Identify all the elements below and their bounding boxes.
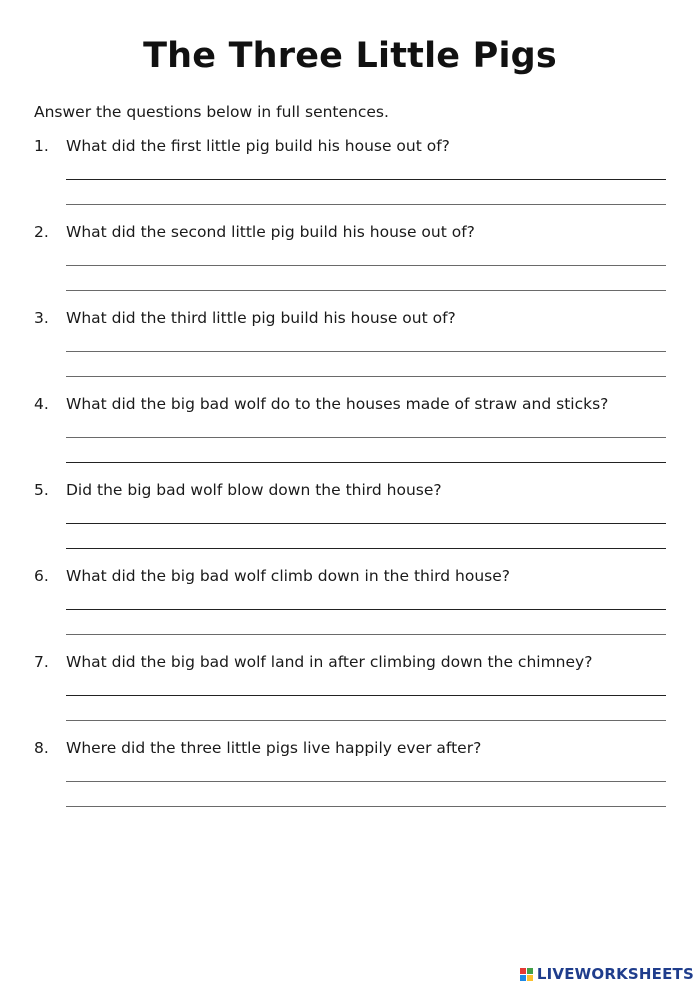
answer-line[interactable]: [66, 695, 666, 696]
answer-line[interactable]: [66, 720, 666, 721]
logo-square: [527, 975, 533, 981]
answer-line[interactable]: [66, 609, 666, 610]
worksheet-title: The Three Little Pigs: [143, 36, 557, 76]
question-5: [0, 481, 700, 561]
answer-line[interactable]: [66, 634, 666, 635]
logo-square: [520, 975, 526, 981]
answer-line[interactable]: [66, 204, 666, 205]
question-1: [0, 137, 700, 217]
answer-line[interactable]: [66, 806, 666, 807]
answer-line[interactable]: [66, 351, 666, 352]
answer-line[interactable]: [66, 462, 666, 463]
answer-line[interactable]: [66, 437, 666, 438]
question-number: 3.: [34, 309, 49, 327]
brand-name: LIVEWORKSHEETS: [536, 965, 694, 983]
question-6: [0, 567, 700, 647]
question-text: Did the big bad wolf blow down the third house?: [66, 481, 442, 499]
instruction-text: Answer the questions below in full sentences.: [34, 103, 389, 121]
question-text: What did the big bad wolf land in after climbing down the chimney?: [66, 653, 593, 671]
question-number: 6.: [34, 567, 49, 585]
liveworksheets-logo-icon: [520, 968, 533, 981]
answer-line[interactable]: [66, 523, 666, 524]
answer-line[interactable]: [66, 548, 666, 549]
question-number: 8.: [34, 739, 49, 757]
question-2: [0, 223, 700, 303]
question-number: 2.: [34, 223, 49, 241]
answer-line[interactable]: [66, 781, 666, 782]
answer-line[interactable]: [66, 179, 666, 180]
question-text: What did the third little pig build his house out of?: [66, 309, 456, 327]
question-text: Where did the three little pigs live happily ever after?: [66, 739, 482, 757]
question-8: [0, 739, 700, 819]
question-7: [0, 653, 700, 733]
logo-square: [527, 968, 533, 974]
question-number: 7.: [34, 653, 49, 671]
question-number: 1.: [34, 137, 49, 155]
question-text: What did the big bad wolf climb down in the third house?: [66, 567, 511, 585]
question-number: 4.: [34, 395, 49, 413]
question-number: 5.: [34, 481, 49, 499]
question-4: [0, 395, 700, 475]
answer-line[interactable]: [66, 265, 666, 266]
liveworksheets-brand: [520, 965, 694, 983]
question-text: What did the first little pig build his house out of?: [66, 137, 450, 155]
question-3: [0, 309, 700, 389]
question-text: What did the second little pig build his house out of?: [66, 223, 475, 241]
question-text: What did the big bad wolf do to the houses made of straw and sticks?: [66, 395, 609, 413]
answer-line[interactable]: [66, 376, 666, 377]
answer-line[interactable]: [66, 290, 666, 291]
logo-square: [520, 968, 526, 974]
